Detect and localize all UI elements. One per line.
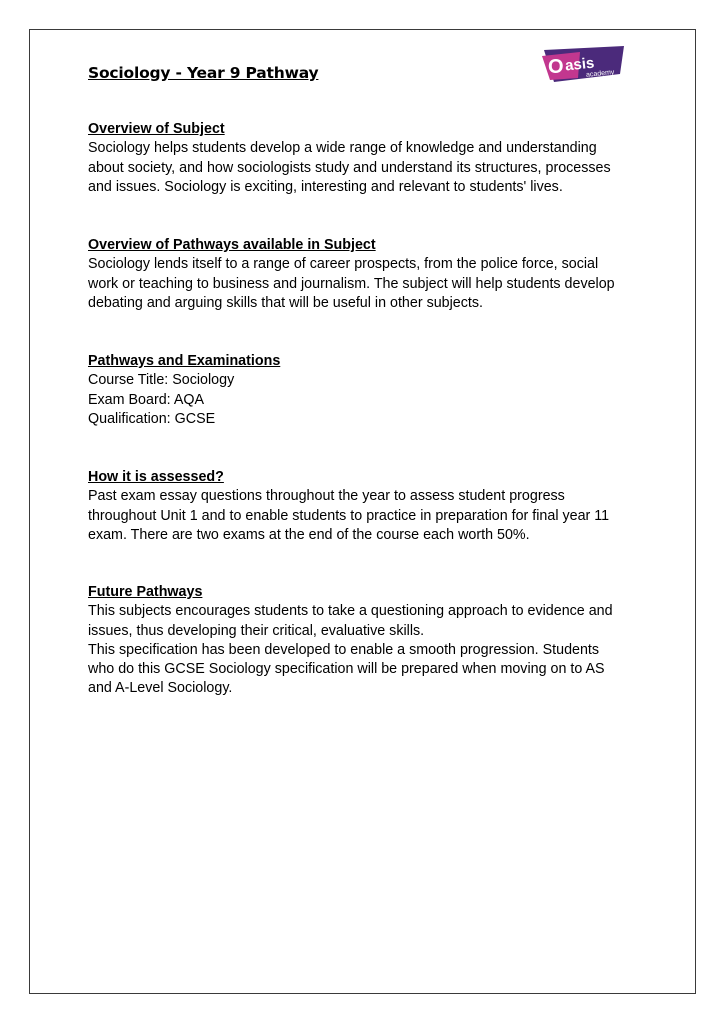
body-line: and issues. Sociology is exciting, interesting and relevant to students' lives. [88, 178, 563, 195]
section-heading: Pathways and Examinations [88, 353, 281, 369]
body-line: and A-Level Sociology. [88, 680, 233, 697]
qualification: Qualification: GCSE [88, 410, 216, 427]
section-heading: How it is assessed? [88, 469, 224, 485]
section-overview-of-pathways [88, 236, 648, 313]
body-line: issues, thus developing their critical, evaluative skills. [88, 622, 425, 639]
body-line: work or teaching to business and journalism. The subject will help students develop [88, 275, 615, 292]
body-line: This specification has been developed to enable a smooth progression. Students [88, 641, 600, 658]
logo-main-text: asis [564, 54, 596, 75]
section-heading: Overview of Subject [88, 121, 225, 137]
body-line: Past exam essay questions throughout the year to assess student progress [88, 488, 565, 505]
body-line: This subjects encourages students to take a questioning approach to evidence and [88, 603, 613, 620]
body-line: who do this GCSE Sociology specification will be prepared when moving on to AS [88, 661, 605, 678]
exam-board: Exam Board: AQA [88, 391, 205, 408]
body-line: exam. There are two exams at the end of the course each worth 50%. [88, 526, 530, 543]
body-line: Sociology helps students develop a wide range of knowledge and understanding [88, 140, 597, 157]
logo-sub-text: academy [585, 68, 615, 79]
body-line: debating and arguing skills that will be useful in other subjects. [88, 294, 483, 311]
section-heading: Overview of Pathways available in Subject [88, 237, 376, 253]
section-future-pathways [88, 583, 648, 699]
course-title: Course Title: Sociology [88, 372, 235, 389]
section-overview-of-subject [88, 120, 648, 197]
section-how-it-is-assessed [88, 468, 648, 545]
body-line: about society, and how sociologists study and understand its structures, processes [88, 159, 611, 176]
section-heading: Future Pathways [88, 584, 203, 600]
body-line: throughout Unit 1 and to enable students to practice in preparation for final year 11 [88, 507, 610, 524]
page-title: Sociology - Year 9 Pathway [88, 64, 319, 82]
oasis-academy-logo [540, 44, 628, 84]
body-line: Sociology lends itself to a range of career prospects, from the police force, social [88, 256, 599, 273]
section-pathways-and-examinations [88, 352, 648, 429]
logo-o-letter: O [548, 56, 564, 78]
